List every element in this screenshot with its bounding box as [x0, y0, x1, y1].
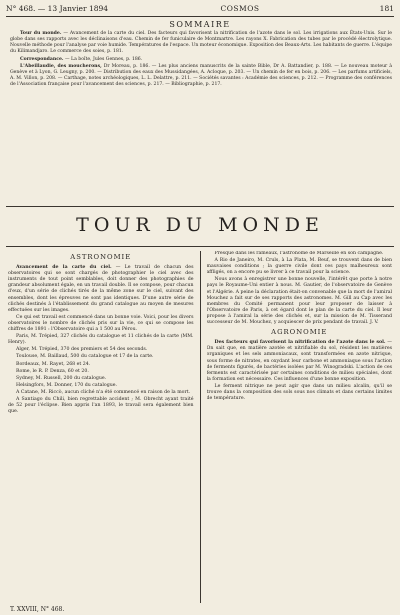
article-paragraph: Bordeaux, M. Rayet, 268 et 24. — [16, 361, 91, 367]
article-paragraph: Paris, M. Trépied, 327 clichés du catalogue et 11 clichés de la carte (MM. Henry). — [8, 334, 194, 346]
article-paragraph — [8, 265, 194, 314]
page-number: 181 — [379, 4, 394, 13]
journal-name: COSMOS — [220, 4, 260, 13]
article-text: — On sait que, en matière azotée et nitrifiable du sol, résident les matières organiques et les sels ammoniacaux, sont transformées en azote nitrique, sous forme de nitrates, en oxydant leur carbone et ammoniaque sous l'action de ferments figurés, de bactéries isolées par M. Winogradski. L'action de ces ferments est caractérisée par certaines conditions de milieu spéciales, dont la formation est nécessaire. Ces influences d'une bonne exposition. — [206, 340, 392, 382]
section-heading-astronomie: ASTRONOMIE — [70, 253, 132, 261]
sommaire-lead: Tour du monde. — [20, 31, 62, 36]
column-divider — [200, 251, 201, 603]
article-paragraph: Ce qui est travail est commencé dans un bonne voie. Voici, pour les divers observatoires le nombre de clichés pris sur la vie, ce qui se compose les chiffres de 1891 : l'Observatoire qui a 1 500 au Pérou. — [8, 314, 194, 333]
article-paragraph: A Rio de Janeiro, M. Cruls, à La Plata, M. Beuf, se trouvent dans de bien mauvaises conditions ; la guerre civile dont ces pays malheureux sont affligés, on a encore pu se livrer à ce travail pour la science. — [206, 258, 392, 276]
page-header — [6, 4, 394, 16]
issue-number: N° 468. — 13 Janvier 1894 — [6, 4, 109, 13]
section-heading-agronomie: AGRONOMIE — [271, 328, 328, 337]
article-paragraph: Nous avons à enregistrer une bonne nouvelle, l'intérêt que porte à notre pays le Royaume-Uni entier à nous. M. Gautier, de l'observatoire de Genève et l'Algérie. A peine la déclaration était-on convenable que la mort de l'amiral Mouchez a fait sur de ses rapports des astronomes. M. Gill au Cap avec les membres du Comité permanent pour leur proposer de laisser à l'Observatoire de Paris, à cet égard dont le plan de la carte du ciel. Il leur propose à l'amiral la série des clichés et, sur la mission de M. Tisserand successeur de M. Mouchez, y acquiescer de prix pendant de travail. J. V. — [206, 277, 392, 326]
section-rule-bottom — [6, 246, 394, 247]
left-column — [8, 251, 194, 603]
article-paragraph: Toulouse, M. Baillaud, 500 du catalogue et 17 de la carte. — [16, 354, 154, 360]
sommaire-text: — Avancement de la carte du ciel. Des facteurs qui favorisent la nitrification de l'azote dans le sol. Les irrigations aux États-Unis. Sur le globe dans ses rapports avec les déclinaisons d'eau. Chemin de fer funiculaire de Montmartre. Les rayons X. Fabrication des tubes par le procédé électrolytique. Nouvelle méthode pour l'analyse par voie humide. Températures de l'espace. Un moteur économique. Exposition des Beaux-Arts. Les habitants de guerre. L'équipe du Kilimandjaro. Le commerce des soies, p. 181. — [10, 31, 392, 54]
article-paragraph: Sydney, M. Russell, 200 du catalogue. — [16, 375, 107, 381]
tour-du-monde-title: TOUR DU MONDE — [76, 214, 324, 236]
page-footer: T. XXVIII, N° 468. — [10, 606, 65, 613]
sommaire-paragraph — [10, 64, 392, 88]
article-paragraph: Alger, M. Trépied, 370 des premiers et 54 des seconds. — [16, 347, 148, 353]
article-text: — Le travail de chacun des observatoires qui se sont chargés de photographier le ciel avec des instruments de tout point semblables, doit donner des photographies de grandeur absolument égale, en un travail double. Il se compose, pour chacun d'eux, d'un série de clichés tirés de la même zone sur le ciel, suivant des ensembles, dont les épreuves ne sont pas identiques. D'une autre série de clichés destinés à l'établissement du grand catalogue au moyen de mesures effectuées sur les images. — [8, 265, 194, 313]
sommaire-paragraph — [10, 57, 392, 63]
sommaire-block — [10, 31, 392, 90]
sommaire-text: — La boîte, Jules Gennes, p. 186. — [63, 56, 143, 62]
article-lead: Des facteurs qui favorisent la nitrification de l'azote dans le sol. — [214, 340, 386, 346]
article-paragraph: Le ferment nitrique ne peut agir que dans un milieu alcalin, qu'il se trouve dans la composition des sols sous nos climats et dans certains limites de température. — [206, 383, 392, 402]
sommaire-lead: Correspondance. — [20, 56, 64, 62]
header-rule — [6, 16, 394, 17]
sommaire-lead: L'Abeillaudie, des moucherons, — [20, 64, 102, 69]
article-paragraph: A Santiago du Chili, bien regrettable accident ; M. Obrecht ayant traité de 52 pour l'éclipse. Bien appris l'an 1893, le travail sera également bien que. — [8, 396, 194, 415]
sommaire-paragraph — [10, 31, 392, 55]
article-paragraph: Presque dans les rameaux, l'astronome de Marseille en son campagne. — [214, 251, 384, 256]
article-paragraph: A Catane, M. Riccò, aucun cliché n'a été commencé en raison de la mort. — [16, 389, 191, 395]
article-paragraph: Helsingfors, M. Donner, 170 du catalogue. — [16, 382, 117, 388]
section-rule-top — [6, 206, 394, 207]
sommaire-text: Dr Moreau, p. 186. — Les plus anciens manuscrits de la sainte Bible, Dr A. Battandier, p. 188. — Le nouveau moteur à Genève et à Lyon, G. Leugny, p. 200. — Distribution des eaux des Mussidangées, A. Acloque, p. 203. — Un chemin de fer en bois, p. 206. — Les parfums artificiels, A. M. Villon, p. 208. — Carthage, notes archéologiques, L. L. Delattre, p. 211. — Sociétés savantes : Académie des sciences, p. 212. — Programme des conférences de l'Association française pour l'avancement des sciences, p. 217. — Bibliographie, p. 217. — [10, 64, 392, 87]
article-lead: Avancement de la carte du ciel. — [16, 265, 112, 271]
right-column — [207, 251, 393, 603]
article-columns — [8, 251, 392, 603]
sommaire-title: SOMMAIRE — [169, 20, 231, 29]
article-paragraph: Rome, le R. P. Denza, 60 et 20. — [16, 368, 89, 374]
article-paragraph — [207, 340, 393, 383]
